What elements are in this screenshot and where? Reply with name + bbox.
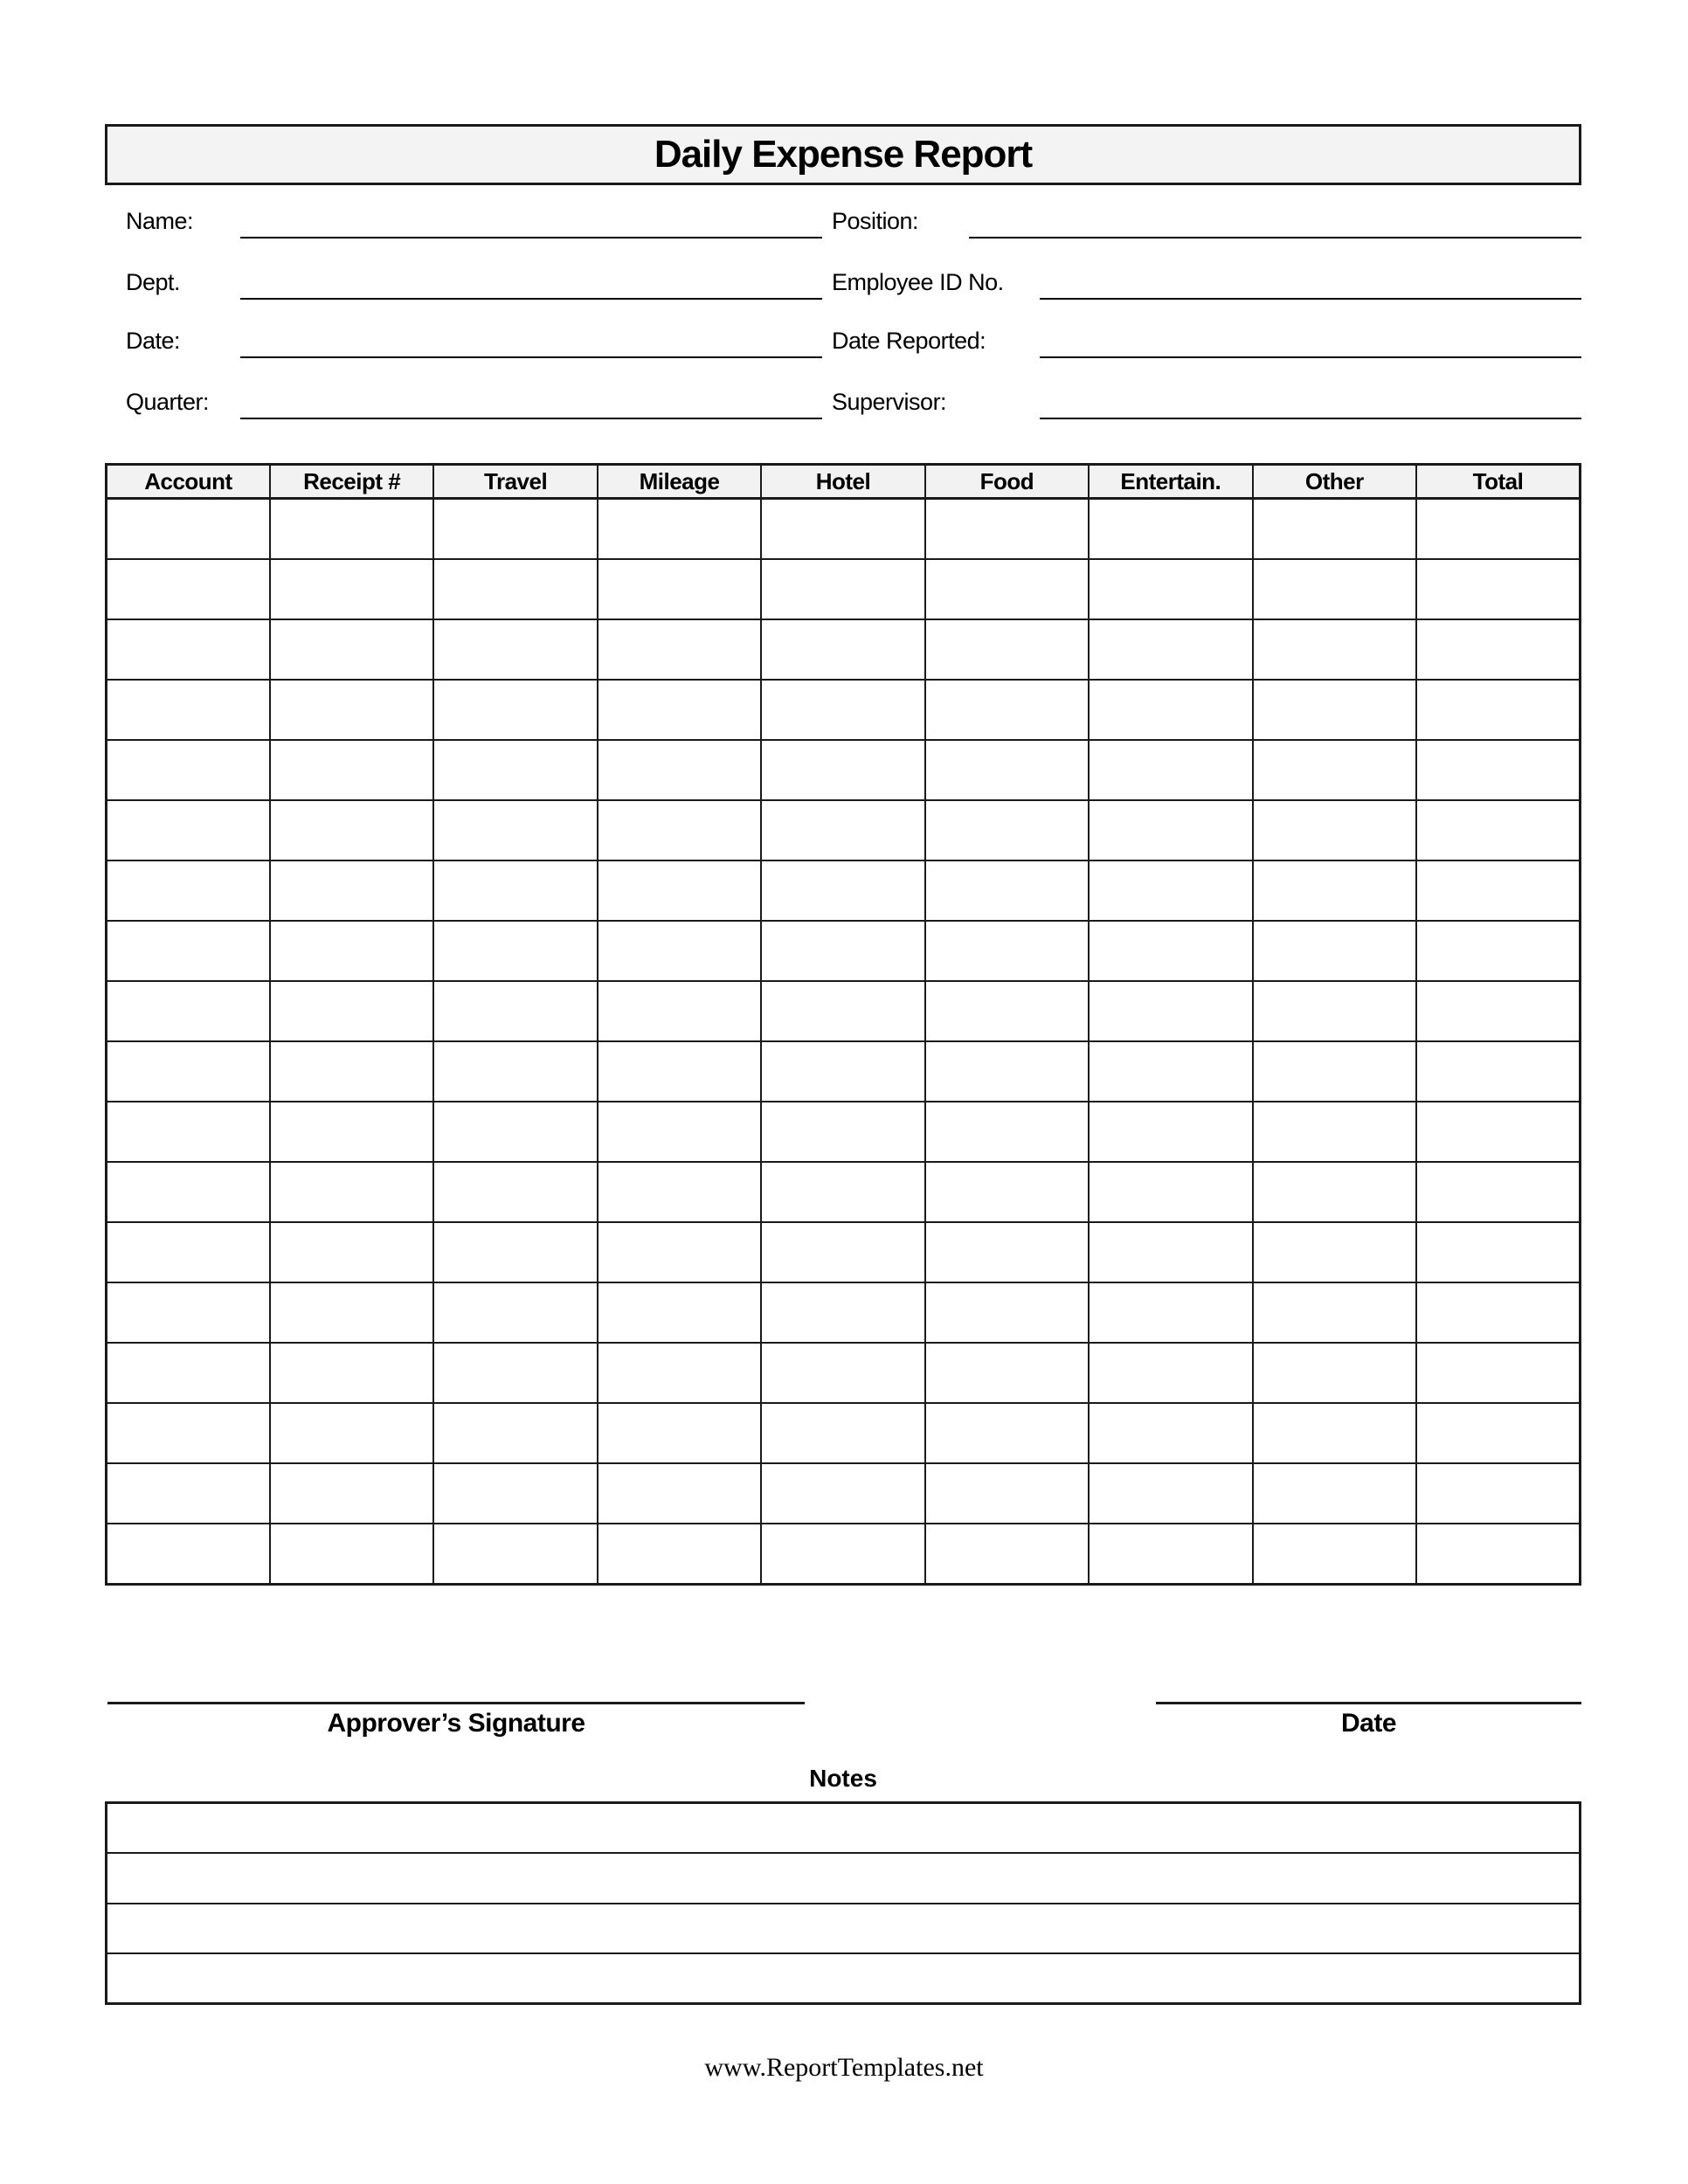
table-cell [1253, 860, 1416, 921]
field-quarter-fill-line [240, 383, 822, 419]
table-cell [1416, 800, 1581, 860]
table-cell [925, 499, 1089, 560]
column-header-account: Account [107, 465, 270, 499]
column-header-hotel: Hotel [761, 465, 924, 499]
table-cell [598, 499, 761, 560]
table-cell [598, 1403, 761, 1463]
column-header-entertain: Entertain. [1089, 465, 1252, 499]
footer-url: www.ReportTemplates.net [704, 2053, 984, 2082]
table-cell [598, 1102, 761, 1162]
table-cell [1253, 740, 1416, 800]
table-cell [107, 1162, 270, 1222]
table-cell [1253, 1222, 1416, 1282]
table-cell [1089, 1463, 1252, 1524]
table-row [107, 1343, 1581, 1403]
table-row [107, 860, 1581, 921]
field-name [126, 204, 822, 238]
table-cell [1416, 860, 1581, 921]
table-cell [107, 1524, 270, 1585]
table-row [107, 1403, 1581, 1463]
table-cell [761, 1162, 924, 1222]
table-cell [761, 860, 924, 921]
table-cell [925, 1403, 1089, 1463]
field-supervisor-label: Supervisor: [832, 389, 947, 415]
table-cell [598, 1282, 761, 1343]
column-header-mileage: Mileage [598, 465, 761, 499]
table-cell [1253, 981, 1416, 1041]
table-cell [433, 1343, 597, 1403]
table-row [107, 499, 1581, 560]
table-cell [1416, 921, 1581, 981]
column-header-other: Other [1253, 465, 1416, 499]
table-row [107, 740, 1581, 800]
table-cell [433, 1162, 597, 1222]
field-date-label: Date: [126, 328, 181, 354]
table-cell [1253, 1524, 1416, 1585]
table-cell [107, 1041, 270, 1102]
table-cell [761, 1463, 924, 1524]
page-title: Daily Expense Report [654, 133, 1033, 176]
table-cell [925, 1463, 1089, 1524]
table-cell [925, 1282, 1089, 1343]
table-cell [1253, 680, 1416, 740]
table-row [107, 1282, 1581, 1343]
field-date-fill-line [240, 321, 822, 358]
table-cell [1089, 680, 1252, 740]
table-cell [1416, 1343, 1581, 1403]
table-cell [598, 559, 761, 619]
table-cell [270, 981, 433, 1041]
table-cell [1089, 559, 1252, 619]
table-cell [761, 921, 924, 981]
table-cell [1416, 680, 1581, 740]
table-cell [270, 860, 433, 921]
column-header-total: Total [1416, 465, 1581, 499]
table-cell [1416, 1041, 1581, 1102]
table-cell [107, 499, 270, 560]
table-cell [1253, 1403, 1416, 1463]
table-cell [433, 1222, 597, 1282]
table-cell [433, 619, 597, 680]
field-position [832, 204, 1581, 238]
table-cell [433, 1041, 597, 1102]
table-cell [107, 981, 270, 1041]
field-employee-id [832, 265, 1581, 300]
table-cell [270, 1403, 433, 1463]
table-cell [270, 1343, 433, 1403]
table-row [107, 981, 1581, 1041]
table-cell [270, 619, 433, 680]
table-row [107, 619, 1581, 680]
table-cell [598, 1162, 761, 1222]
field-date-reported [832, 323, 1581, 358]
table-cell [598, 921, 761, 981]
table-cell [1416, 1162, 1581, 1222]
table-cell [1416, 1403, 1581, 1463]
table-cell [1089, 921, 1252, 981]
table-cell [598, 1041, 761, 1102]
approver-signature-label: Approver’s Signature [327, 1709, 585, 1738]
table-cell [433, 740, 597, 800]
notes-heading: Notes [809, 1765, 877, 1792]
table-cell [107, 1343, 270, 1403]
field-dept-label: Dept. [126, 269, 181, 295]
table-cell [270, 800, 433, 860]
table-cell [1416, 1524, 1581, 1585]
notes-row [107, 1852, 1579, 1902]
table-cell [925, 1102, 1089, 1162]
table-cell [270, 1222, 433, 1282]
table-cell [598, 981, 761, 1041]
table-cell [270, 1463, 433, 1524]
table-cell [925, 1162, 1089, 1222]
table-cell [1416, 981, 1581, 1041]
table-cell [598, 860, 761, 921]
table-row [107, 1222, 1581, 1282]
table-cell [433, 981, 597, 1041]
table-cell [433, 680, 597, 740]
notes-row [107, 1903, 1579, 1952]
table-cell [433, 1102, 597, 1162]
table-cell [761, 680, 924, 740]
table-cell [925, 619, 1089, 680]
table-cell [270, 1041, 433, 1102]
table-cell [1253, 1102, 1416, 1162]
table-cell [1253, 1162, 1416, 1222]
table-cell [270, 1102, 433, 1162]
table-cell [598, 1343, 761, 1403]
table-cell [433, 499, 597, 560]
table-cell [1089, 1222, 1252, 1282]
table-cell [1089, 1343, 1252, 1403]
table-cell [761, 1102, 924, 1162]
table-cell [761, 619, 924, 680]
table-cell [761, 1524, 924, 1585]
table-cell [925, 981, 1089, 1041]
column-header-receipt: Receipt # [270, 465, 433, 499]
table-cell [761, 1041, 924, 1102]
table-cell [270, 740, 433, 800]
table-cell [1416, 559, 1581, 619]
table-row [107, 1041, 1581, 1102]
table-cell [270, 680, 433, 740]
table-cell [598, 619, 761, 680]
table-cell [925, 860, 1089, 921]
field-date-reported-label: Date Reported: [832, 328, 986, 354]
table-cell [1089, 1403, 1252, 1463]
column-header-travel: Travel [433, 465, 597, 499]
table-cell [107, 860, 270, 921]
table-cell [1089, 1524, 1252, 1585]
field-dept-fill-line [240, 263, 822, 300]
field-employee-id-fill-line [1040, 263, 1581, 300]
table-cell [433, 1463, 597, 1524]
title-bar [105, 124, 1581, 185]
table-cell [433, 559, 597, 619]
table-cell [925, 1222, 1089, 1282]
expense-table [105, 463, 1581, 1586]
table-row [107, 1463, 1581, 1524]
table-cell [1253, 559, 1416, 619]
table-cell [433, 1403, 597, 1463]
table-cell [1089, 860, 1252, 921]
table-cell [107, 619, 270, 680]
field-quarter [126, 384, 822, 419]
table-cell [598, 1463, 761, 1524]
table-cell [1416, 1222, 1581, 1282]
field-employee-id-label: Employee ID No. [832, 269, 1004, 295]
expense-table-header [107, 465, 1581, 499]
field-name-fill-line [240, 202, 822, 238]
table-row [107, 1524, 1581, 1585]
table-cell [761, 1282, 924, 1343]
table-cell [925, 800, 1089, 860]
table-cell [1253, 1041, 1416, 1102]
table-cell [761, 740, 924, 800]
table-row [107, 1162, 1581, 1222]
table-cell [761, 499, 924, 560]
table-cell [107, 921, 270, 981]
table-cell [433, 1524, 597, 1585]
table-row [107, 680, 1581, 740]
table-cell [598, 740, 761, 800]
expense-table-header-row [107, 465, 1581, 499]
field-position-label: Position: [832, 208, 919, 234]
table-cell [1089, 1282, 1252, 1343]
table-cell [107, 680, 270, 740]
table-cell [1253, 619, 1416, 680]
approver-signature-line [107, 1702, 805, 1704]
table-cell [1416, 740, 1581, 800]
table-cell [925, 1041, 1089, 1102]
table-row [107, 1102, 1581, 1162]
table-cell [270, 499, 433, 560]
table-cell [270, 559, 433, 619]
table-cell [433, 860, 597, 921]
table-cell [1089, 1162, 1252, 1222]
table-cell [1089, 499, 1252, 560]
table-cell [1416, 1463, 1581, 1524]
table-cell [598, 1524, 761, 1585]
table-cell [107, 1282, 270, 1343]
table-cell [107, 1403, 270, 1463]
table-cell [107, 1102, 270, 1162]
table-cell [107, 559, 270, 619]
table-cell [1416, 1282, 1581, 1343]
table-cell [433, 800, 597, 860]
table-cell [1416, 619, 1581, 680]
field-supervisor [832, 384, 1581, 419]
table-cell [761, 1403, 924, 1463]
field-quarter-label: Quarter: [126, 389, 210, 415]
table-cell [1089, 800, 1252, 860]
field-supervisor-fill-line [1040, 383, 1581, 419]
table-cell [1089, 1041, 1252, 1102]
table-cell [1253, 1343, 1416, 1403]
table-cell [433, 1282, 597, 1343]
table-cell [433, 921, 597, 981]
table-cell [107, 1463, 270, 1524]
table-cell [1089, 981, 1252, 1041]
table-row [107, 921, 1581, 981]
table-cell [107, 740, 270, 800]
table-cell [925, 921, 1089, 981]
field-position-fill-line [969, 202, 1581, 238]
table-cell [925, 740, 1089, 800]
table-cell [270, 921, 433, 981]
table-cell [1089, 1102, 1252, 1162]
table-cell [1416, 499, 1581, 560]
table-cell [1089, 740, 1252, 800]
table-cell [1416, 1102, 1581, 1162]
table-cell [761, 559, 924, 619]
table-cell [761, 1222, 924, 1282]
table-cell [761, 1343, 924, 1403]
field-date-reported-fill-line [1040, 321, 1581, 358]
table-cell [270, 1162, 433, 1222]
date-line [1156, 1702, 1581, 1704]
notes-box [105, 1801, 1581, 2005]
table-cell [270, 1524, 433, 1585]
field-date [126, 323, 822, 358]
expense-table-body [107, 499, 1581, 1585]
field-name-label: Name: [126, 208, 194, 234]
table-cell [1089, 619, 1252, 680]
table-cell [598, 800, 761, 860]
table-cell [1253, 499, 1416, 560]
table-cell [598, 1222, 761, 1282]
table-cell [598, 680, 761, 740]
table-cell [270, 1282, 433, 1343]
table-cell [1253, 800, 1416, 860]
table-cell [107, 1222, 270, 1282]
table-cell [761, 981, 924, 1041]
table-cell [761, 800, 924, 860]
notes-row [107, 1804, 1579, 1852]
table-cell [925, 680, 1089, 740]
table-cell [1253, 1463, 1416, 1524]
table-cell [925, 1524, 1089, 1585]
table-cell [1253, 1282, 1416, 1343]
field-dept [126, 265, 822, 300]
table-row [107, 800, 1581, 860]
table-cell [1253, 921, 1416, 981]
table-cell [925, 559, 1089, 619]
table-row [107, 559, 1581, 619]
table-cell [107, 800, 270, 860]
column-header-food: Food [925, 465, 1089, 499]
date-label: Date [1340, 1709, 1397, 1738]
table-cell [925, 1343, 1089, 1403]
notes-row [107, 1952, 1579, 2002]
